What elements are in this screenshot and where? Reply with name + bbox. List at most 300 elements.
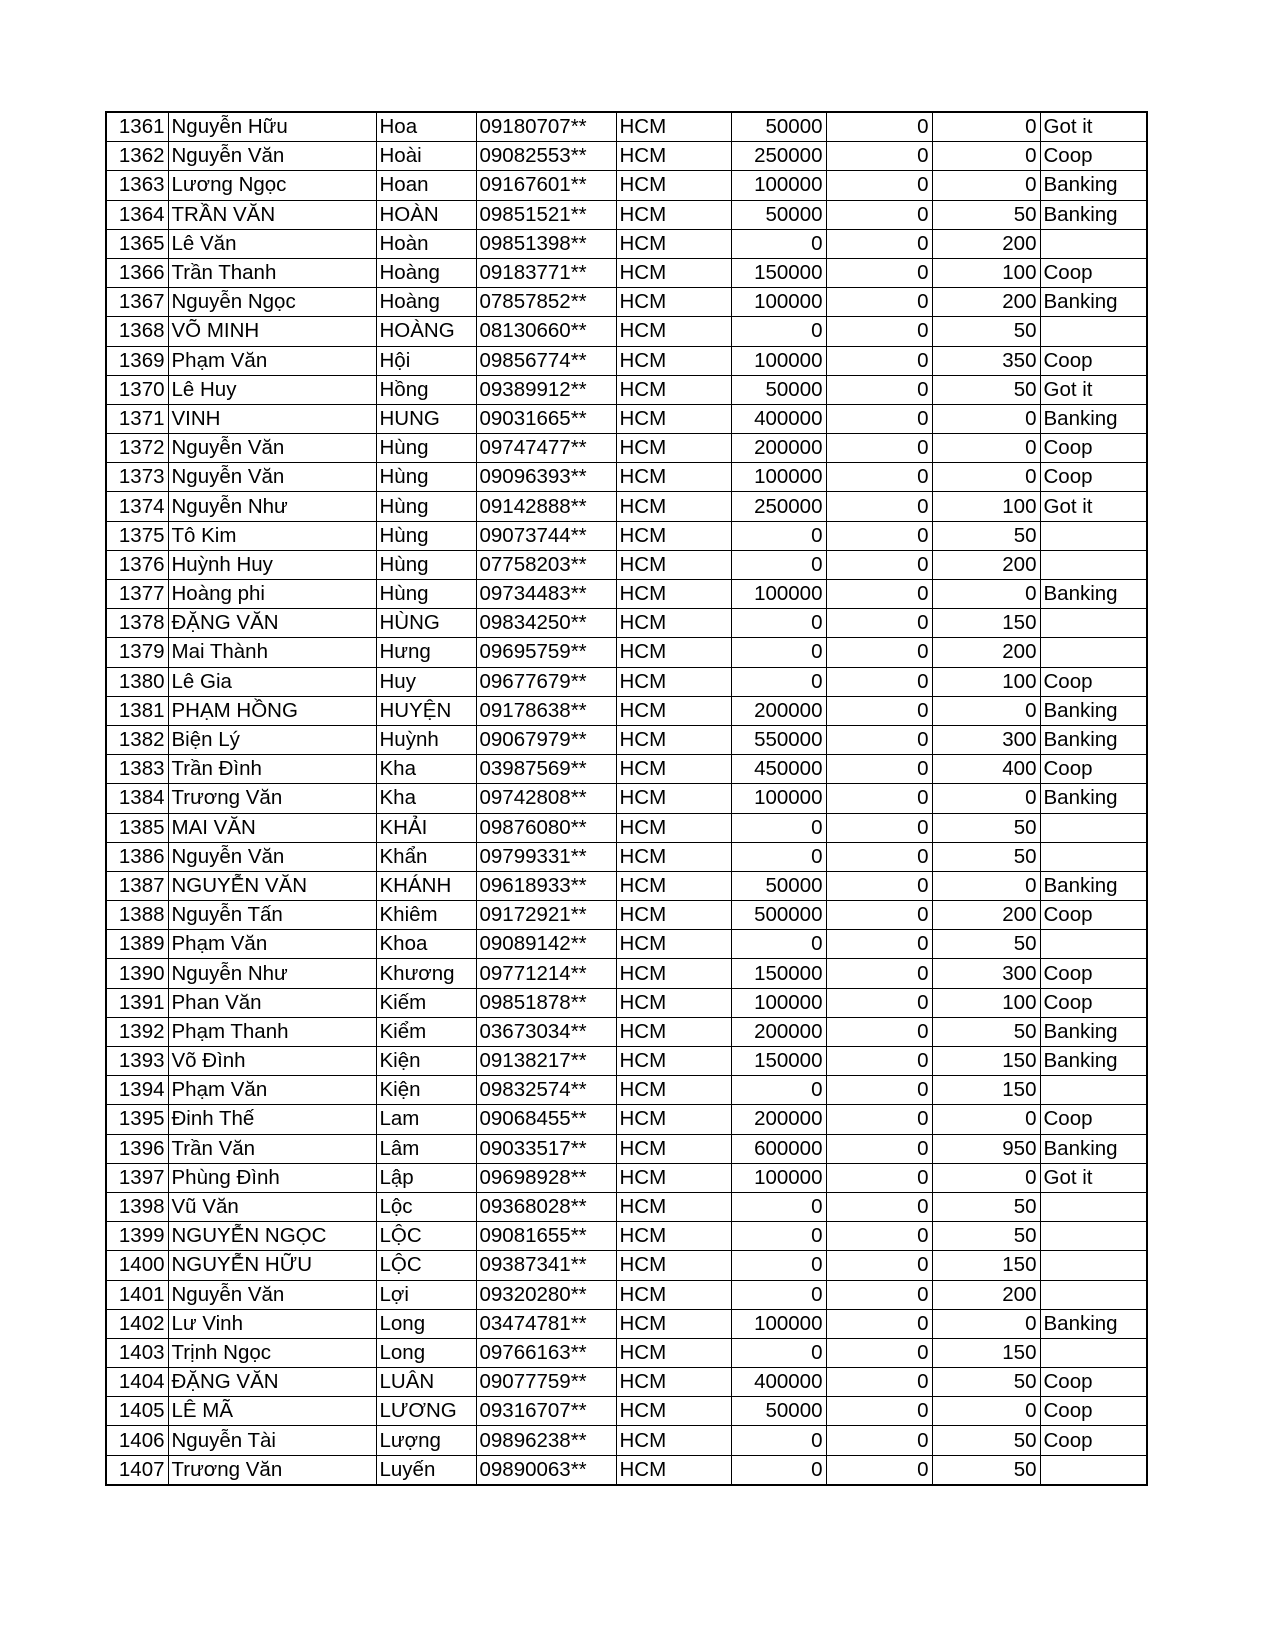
points-cell: 350 — [932, 346, 1040, 375]
ten-cell: Khương — [376, 959, 476, 988]
phone-cell: 09677679** — [476, 667, 616, 696]
amount-cell: 100000 — [731, 171, 826, 200]
data-table — [105, 111, 1148, 1486]
ho-dem-cell: Trần Thanh — [168, 258, 376, 287]
ten-cell: Hoài — [376, 142, 476, 171]
ho-dem-cell: Phạm Văn — [168, 346, 376, 375]
amount-cell: 50000 — [731, 200, 826, 229]
table-row — [106, 1455, 1147, 1485]
city-cell: HCM — [616, 1455, 731, 1485]
amount-cell: 50000 — [731, 112, 826, 142]
ho-dem-cell: Nguyễn Tài — [168, 1426, 376, 1455]
stt-cell: 1375 — [106, 521, 168, 550]
col-zero-cell: 0 — [826, 1309, 932, 1338]
phone-cell: 09387341** — [476, 1251, 616, 1280]
city-cell: HCM — [616, 258, 731, 287]
city-cell: HCM — [616, 580, 731, 609]
ten-cell: Hoàn — [376, 229, 476, 258]
method-cell: Coop — [1040, 959, 1147, 988]
ho-dem-cell: MAI VĂN — [168, 813, 376, 842]
method-cell: Coop — [1040, 667, 1147, 696]
ten-cell: Hoàng — [376, 288, 476, 317]
table-row — [106, 1192, 1147, 1221]
city-cell: HCM — [616, 1134, 731, 1163]
ten-cell: Long — [376, 1309, 476, 1338]
method-cell: Banking — [1040, 871, 1147, 900]
col-zero-cell: 0 — [826, 463, 932, 492]
table-row — [106, 901, 1147, 930]
phone-cell: 09698928** — [476, 1163, 616, 1192]
stt-cell: 1378 — [106, 609, 168, 638]
phone-cell: 09082553** — [476, 142, 616, 171]
points-cell: 50 — [932, 930, 1040, 959]
city-cell: HCM — [616, 638, 731, 667]
stt-cell: 1391 — [106, 988, 168, 1017]
stt-cell: 1374 — [106, 492, 168, 521]
method-cell — [1040, 1455, 1147, 1485]
phone-cell: 09073744** — [476, 521, 616, 550]
method-cell — [1040, 317, 1147, 346]
ho-dem-cell: Nguyễn Văn — [168, 434, 376, 463]
ho-dem-cell: Trương Văn — [168, 784, 376, 813]
method-cell: Coop — [1040, 1368, 1147, 1397]
ten-cell: Lập — [376, 1163, 476, 1192]
stt-cell: 1396 — [106, 1134, 168, 1163]
points-cell: 0 — [932, 871, 1040, 900]
table-row — [106, 229, 1147, 258]
points-cell: 50 — [932, 813, 1040, 842]
points-cell: 50 — [932, 317, 1040, 346]
amount-cell: 250000 — [731, 142, 826, 171]
table-row — [106, 1047, 1147, 1076]
city-cell: HCM — [616, 784, 731, 813]
city-cell: HCM — [616, 842, 731, 871]
amount-cell: 500000 — [731, 901, 826, 930]
ten-cell: HUNG — [376, 404, 476, 433]
col-zero-cell: 0 — [826, 112, 932, 142]
stt-cell: 1398 — [106, 1192, 168, 1221]
phone-cell: 09077759** — [476, 1368, 616, 1397]
amount-cell: 50000 — [731, 375, 826, 404]
ten-cell: Lượng — [376, 1426, 476, 1455]
amount-cell: 0 — [731, 1076, 826, 1105]
table-row — [106, 1280, 1147, 1309]
city-cell: HCM — [616, 200, 731, 229]
table-row — [106, 580, 1147, 609]
points-cell: 200 — [932, 901, 1040, 930]
ten-cell: HOÀNG — [376, 317, 476, 346]
amount-cell: 100000 — [731, 346, 826, 375]
method-cell: Banking — [1040, 1309, 1147, 1338]
ho-dem-cell: Võ Đình — [168, 1047, 376, 1076]
amount-cell: 250000 — [731, 492, 826, 521]
col-zero-cell: 0 — [826, 667, 932, 696]
ten-cell: LUÂN — [376, 1368, 476, 1397]
stt-cell: 1393 — [106, 1047, 168, 1076]
ho-dem-cell: Lê Gia — [168, 667, 376, 696]
method-cell — [1040, 842, 1147, 871]
points-cell: 300 — [932, 725, 1040, 754]
method-cell — [1040, 1076, 1147, 1105]
amount-cell: 100000 — [731, 784, 826, 813]
points-cell: 50 — [932, 842, 1040, 871]
ten-cell: HOÀN — [376, 200, 476, 229]
method-cell — [1040, 638, 1147, 667]
ho-dem-cell: Lê Văn — [168, 229, 376, 258]
points-cell: 0 — [932, 1397, 1040, 1426]
stt-cell: 1400 — [106, 1251, 168, 1280]
city-cell: HCM — [616, 988, 731, 1017]
amount-cell: 550000 — [731, 725, 826, 754]
phone-cell: 09890063** — [476, 1455, 616, 1485]
ho-dem-cell: Hoàng phi — [168, 580, 376, 609]
city-cell: HCM — [616, 1251, 731, 1280]
method-cell — [1040, 813, 1147, 842]
amount-cell: 400000 — [731, 404, 826, 433]
ten-cell: Hùng — [376, 580, 476, 609]
phone-cell: 09896238** — [476, 1426, 616, 1455]
table-row — [106, 521, 1147, 550]
col-zero-cell: 0 — [826, 988, 932, 1017]
method-cell: Banking — [1040, 696, 1147, 725]
points-cell: 50 — [932, 375, 1040, 404]
ho-dem-cell: Lê Huy — [168, 375, 376, 404]
phone-cell: 09316707** — [476, 1397, 616, 1426]
phone-cell: 09320280** — [476, 1280, 616, 1309]
points-cell: 200 — [932, 550, 1040, 579]
stt-cell: 1382 — [106, 725, 168, 754]
method-cell — [1040, 1251, 1147, 1280]
points-cell: 0 — [932, 404, 1040, 433]
method-cell: Got it — [1040, 492, 1147, 521]
ho-dem-cell: PHẠM HỒNG — [168, 696, 376, 725]
city-cell: HCM — [616, 171, 731, 200]
points-cell: 50 — [932, 200, 1040, 229]
stt-cell: 1404 — [106, 1368, 168, 1397]
points-cell: 50 — [932, 1368, 1040, 1397]
phone-cell: 09695759** — [476, 638, 616, 667]
phone-cell: 09183771** — [476, 258, 616, 287]
points-cell: 200 — [932, 288, 1040, 317]
ho-dem-cell: NGUYỄN VĂN — [168, 871, 376, 900]
ten-cell: Luyến — [376, 1455, 476, 1485]
phone-cell: 09832574** — [476, 1076, 616, 1105]
phone-cell: 09876080** — [476, 813, 616, 842]
ten-cell: Hùng — [376, 434, 476, 463]
ten-cell: Hùng — [376, 492, 476, 521]
stt-cell: 1369 — [106, 346, 168, 375]
table-row — [106, 142, 1147, 171]
stt-cell: 1406 — [106, 1426, 168, 1455]
city-cell: HCM — [616, 404, 731, 433]
phone-cell: 09142888** — [476, 492, 616, 521]
stt-cell: 1399 — [106, 1222, 168, 1251]
phone-cell: 09389912** — [476, 375, 616, 404]
ten-cell: Kiếm — [376, 988, 476, 1017]
amount-cell: 200000 — [731, 1017, 826, 1046]
table-row — [106, 638, 1147, 667]
stt-cell: 1402 — [106, 1309, 168, 1338]
table-row — [106, 463, 1147, 492]
points-cell: 0 — [932, 1163, 1040, 1192]
phone-cell: 09033517** — [476, 1134, 616, 1163]
city-cell: HCM — [616, 871, 731, 900]
phone-cell: 03987569** — [476, 755, 616, 784]
col-zero-cell: 0 — [826, 1397, 932, 1426]
phone-cell: 09096393** — [476, 463, 616, 492]
amount-cell: 600000 — [731, 1134, 826, 1163]
ho-dem-cell: Trần Đình — [168, 755, 376, 784]
col-zero-cell: 0 — [826, 930, 932, 959]
table-row — [106, 258, 1147, 287]
city-cell: HCM — [616, 667, 731, 696]
method-cell: Coop — [1040, 755, 1147, 784]
city-cell: HCM — [616, 229, 731, 258]
points-cell: 150 — [932, 1338, 1040, 1367]
phone-cell: 09851398** — [476, 229, 616, 258]
points-cell: 100 — [932, 667, 1040, 696]
method-cell: Coop — [1040, 1426, 1147, 1455]
method-cell: Coop — [1040, 258, 1147, 287]
phone-cell: 03474781** — [476, 1309, 616, 1338]
points-cell: 100 — [932, 988, 1040, 1017]
stt-cell: 1373 — [106, 463, 168, 492]
city-cell: HCM — [616, 346, 731, 375]
col-zero-cell: 0 — [826, 638, 932, 667]
stt-cell: 1386 — [106, 842, 168, 871]
points-cell: 0 — [932, 696, 1040, 725]
ho-dem-cell: Nguyễn Văn — [168, 463, 376, 492]
col-zero-cell: 0 — [826, 755, 932, 784]
amount-cell: 0 — [731, 1426, 826, 1455]
phone-cell: 09771214** — [476, 959, 616, 988]
ten-cell: LỘC — [376, 1222, 476, 1251]
phone-cell: 09747477** — [476, 434, 616, 463]
ho-dem-cell: Trần Văn — [168, 1134, 376, 1163]
table-row — [106, 492, 1147, 521]
ten-cell: Hùng — [376, 521, 476, 550]
points-cell: 400 — [932, 755, 1040, 784]
col-zero-cell: 0 — [826, 842, 932, 871]
table-row — [106, 755, 1147, 784]
table-body — [106, 112, 1147, 1485]
city-cell: HCM — [616, 725, 731, 754]
phone-cell: 09618933** — [476, 871, 616, 900]
points-cell: 100 — [932, 258, 1040, 287]
method-cell: Banking — [1040, 725, 1147, 754]
city-cell: HCM — [616, 1338, 731, 1367]
city-cell: HCM — [616, 901, 731, 930]
points-cell: 50 — [932, 1017, 1040, 1046]
city-cell: HCM — [616, 1047, 731, 1076]
points-cell: 200 — [932, 1280, 1040, 1309]
ten-cell: KHÁNH — [376, 871, 476, 900]
table-row — [106, 317, 1147, 346]
ten-cell: Hội — [376, 346, 476, 375]
stt-cell: 1379 — [106, 638, 168, 667]
stt-cell: 1405 — [106, 1397, 168, 1426]
ho-dem-cell: VINH — [168, 404, 376, 433]
stt-cell: 1370 — [106, 375, 168, 404]
table-row — [106, 288, 1147, 317]
points-cell: 200 — [932, 638, 1040, 667]
table-row — [106, 988, 1147, 1017]
amount-cell: 200000 — [731, 696, 826, 725]
ho-dem-cell: Mai Thành — [168, 638, 376, 667]
amount-cell: 50000 — [731, 871, 826, 900]
col-zero-cell: 0 — [826, 200, 932, 229]
table-row — [106, 725, 1147, 754]
col-zero-cell: 0 — [826, 1047, 932, 1076]
city-cell: HCM — [616, 813, 731, 842]
method-cell: Banking — [1040, 580, 1147, 609]
city-cell: HCM — [616, 434, 731, 463]
ho-dem-cell: Phạm Văn — [168, 1076, 376, 1105]
table-row — [106, 667, 1147, 696]
table-row — [106, 434, 1147, 463]
method-cell: Banking — [1040, 784, 1147, 813]
city-cell: HCM — [616, 375, 731, 404]
table-row — [106, 813, 1147, 842]
ten-cell: Hoan — [376, 171, 476, 200]
ten-cell: Kiện — [376, 1047, 476, 1076]
stt-cell: 1390 — [106, 959, 168, 988]
ho-dem-cell: Tô Kim — [168, 521, 376, 550]
amount-cell: 100000 — [731, 463, 826, 492]
col-zero-cell: 0 — [826, 784, 932, 813]
phone-cell: 09856774** — [476, 346, 616, 375]
phone-cell: 09766163** — [476, 1338, 616, 1367]
city-cell: HCM — [616, 550, 731, 579]
ho-dem-cell: VÕ MINH — [168, 317, 376, 346]
ten-cell: Khẩn — [376, 842, 476, 871]
amount-cell: 0 — [731, 521, 826, 550]
stt-cell: 1377 — [106, 580, 168, 609]
ho-dem-cell: ĐẶNG VĂN — [168, 1368, 376, 1397]
points-cell: 0 — [932, 580, 1040, 609]
amount-cell: 0 — [731, 609, 826, 638]
points-cell: 150 — [932, 1251, 1040, 1280]
phone-cell: 09742808** — [476, 784, 616, 813]
amount-cell: 0 — [731, 842, 826, 871]
points-cell: 200 — [932, 229, 1040, 258]
table-row — [106, 171, 1147, 200]
points-cell: 50 — [932, 1192, 1040, 1221]
method-cell: Got it — [1040, 1163, 1147, 1192]
phone-cell: 09067979** — [476, 725, 616, 754]
ho-dem-cell: Nguyễn Hữu — [168, 112, 376, 142]
table-row — [106, 1309, 1147, 1338]
points-cell: 50 — [932, 1222, 1040, 1251]
city-cell: HCM — [616, 609, 731, 638]
points-cell: 50 — [932, 1426, 1040, 1455]
ho-dem-cell: NGUYỄN NGỌC — [168, 1222, 376, 1251]
ho-dem-cell: Lương Ngọc — [168, 171, 376, 200]
col-zero-cell: 0 — [826, 1192, 932, 1221]
method-cell: Got it — [1040, 112, 1147, 142]
col-zero-cell: 0 — [826, 871, 932, 900]
table-row — [106, 842, 1147, 871]
ten-cell: Khoa — [376, 930, 476, 959]
ten-cell: Kha — [376, 755, 476, 784]
col-zero-cell: 0 — [826, 434, 932, 463]
stt-cell: 1363 — [106, 171, 168, 200]
stt-cell: 1392 — [106, 1017, 168, 1046]
method-cell: Coop — [1040, 142, 1147, 171]
stt-cell: 1361 — [106, 112, 168, 142]
ho-dem-cell: Nguyễn Văn — [168, 842, 376, 871]
points-cell: 300 — [932, 959, 1040, 988]
col-zero-cell: 0 — [826, 171, 932, 200]
ho-dem-cell: Trương Văn — [168, 1455, 376, 1485]
col-zero-cell: 0 — [826, 609, 932, 638]
ten-cell: Kha — [376, 784, 476, 813]
col-zero-cell: 0 — [826, 229, 932, 258]
col-zero-cell: 0 — [826, 1222, 932, 1251]
ho-dem-cell: Phạm Thanh — [168, 1017, 376, 1046]
city-cell: HCM — [616, 288, 731, 317]
method-cell: Coop — [1040, 463, 1147, 492]
city-cell: HCM — [616, 930, 731, 959]
phone-cell: 09172921** — [476, 901, 616, 930]
stt-cell: 1380 — [106, 667, 168, 696]
col-zero-cell: 0 — [826, 346, 932, 375]
phone-cell: 09368028** — [476, 1192, 616, 1221]
points-cell: 50 — [932, 521, 1040, 550]
ho-dem-cell: Nguyễn Tấn — [168, 901, 376, 930]
phone-cell: 09834250** — [476, 609, 616, 638]
city-cell: HCM — [616, 755, 731, 784]
amount-cell: 0 — [731, 638, 826, 667]
col-zero-cell: 0 — [826, 1134, 932, 1163]
amount-cell: 0 — [731, 813, 826, 842]
table-row — [106, 1426, 1147, 1455]
table-row — [106, 112, 1147, 142]
stt-cell: 1407 — [106, 1455, 168, 1485]
city-cell: HCM — [616, 696, 731, 725]
amount-cell: 0 — [731, 667, 826, 696]
amount-cell: 0 — [731, 550, 826, 579]
amount-cell: 150000 — [731, 959, 826, 988]
stt-cell: 1365 — [106, 229, 168, 258]
ten-cell: Lam — [376, 1105, 476, 1134]
col-zero-cell: 0 — [826, 317, 932, 346]
amount-cell: 400000 — [731, 1368, 826, 1397]
table-row — [106, 609, 1147, 638]
stt-cell: 1401 — [106, 1280, 168, 1309]
col-zero-cell: 0 — [826, 521, 932, 550]
ho-dem-cell: Phạm Văn — [168, 930, 376, 959]
ho-dem-cell: Lư Vinh — [168, 1309, 376, 1338]
ho-dem-cell: Nguyễn Văn — [168, 1280, 376, 1309]
city-cell: HCM — [616, 1280, 731, 1309]
col-zero-cell: 0 — [826, 1368, 932, 1397]
points-cell: 0 — [932, 784, 1040, 813]
ten-cell: Hưng — [376, 638, 476, 667]
stt-cell: 1389 — [106, 930, 168, 959]
stt-cell: 1367 — [106, 288, 168, 317]
stt-cell: 1384 — [106, 784, 168, 813]
col-zero-cell: 0 — [826, 725, 932, 754]
stt-cell: 1397 — [106, 1163, 168, 1192]
phone-cell: 09180707** — [476, 112, 616, 142]
ho-dem-cell: Phùng Đình — [168, 1163, 376, 1192]
stt-cell: 1366 — [106, 258, 168, 287]
city-cell: HCM — [616, 1163, 731, 1192]
amount-cell: 100000 — [731, 988, 826, 1017]
ten-cell: Hoàng — [376, 258, 476, 287]
ho-dem-cell: NGUYỄN HỮU — [168, 1251, 376, 1280]
